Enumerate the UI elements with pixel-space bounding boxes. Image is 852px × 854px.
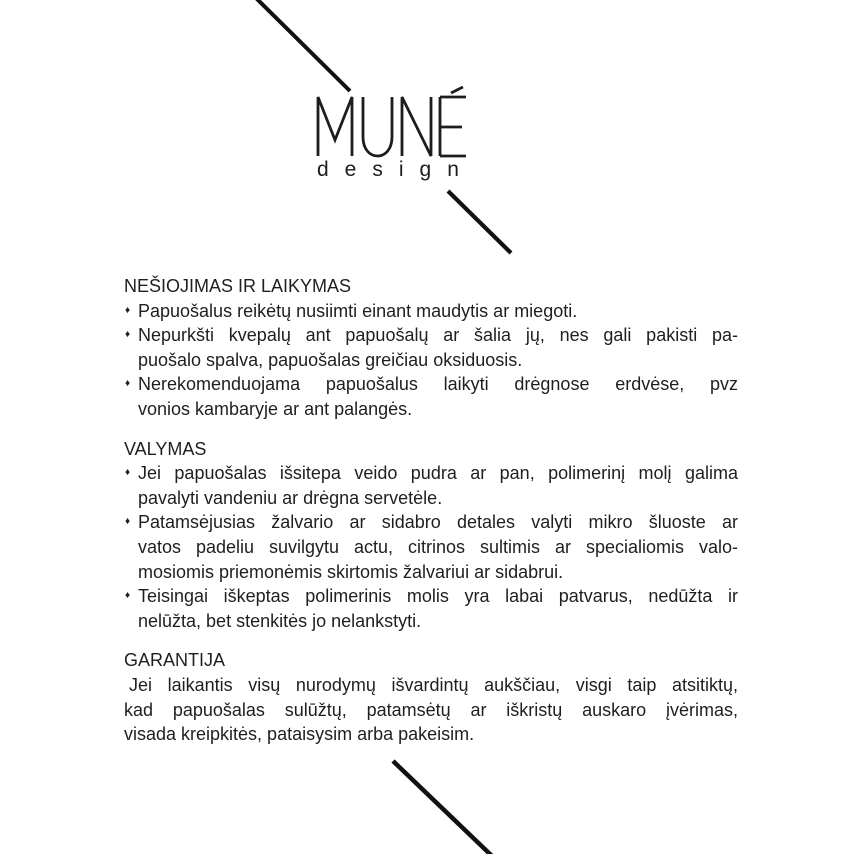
- diagonal-line-bottom: [393, 761, 492, 854]
- bullet-diamond-icon: ♦: [125, 378, 131, 390]
- text-line: visada kreipkitės, pataisysim arba pakeisim.: [124, 724, 475, 745]
- bullet-diamond-icon: ♦: [125, 467, 131, 479]
- text-line: vonios kambaryje ar ant palangės.: [138, 398, 413, 419]
- care-section: [124, 648, 738, 746]
- section-heading: VALYMAS: [124, 438, 207, 459]
- diagonal-line-top: [256, 0, 350, 91]
- text-line: Jei papuošalas išsitepa veido pudra ar pan, polimerinį molį galima: [138, 463, 738, 484]
- bullet-diamond-icon: ♦: [125, 329, 131, 341]
- text-line: Nepurkšti kvepalų ant papuošalų ar šalia jų, nes gali pakisti pa-: [138, 325, 738, 346]
- brand-subtitle: design: [317, 158, 475, 181]
- diagonal-line-middle: [448, 191, 511, 253]
- text-line: mosiomis priemonėmis skirtomis žalvariui ar sidabrui.: [138, 561, 564, 582]
- brand-wordmark-mune: [316, 86, 470, 158]
- text-line: vatos padeliu suvilgytu actu, citrinos sultimis ar specialiomis valo-: [138, 536, 738, 557]
- section-heading: NEŠIOJIMAS IR LAIKYMAS: [124, 276, 352, 296]
- text-line: Nerekomenduojama papuošalus laikyti drėgnose erdvėse, pvz: [138, 374, 738, 395]
- bullet-item: [124, 299, 738, 324]
- bullet-item: [124, 323, 738, 372]
- text-line: nelūžta, bet stenkitės jo nelankstyti.: [138, 610, 422, 631]
- care-section: [124, 437, 738, 634]
- bullet-item: [124, 372, 738, 421]
- bullet-diamond-icon: ♦: [125, 590, 131, 602]
- text-line: Teisingai iškeptas polimerinis molis yra labai patvarus, nedūžta ir: [138, 586, 738, 607]
- text-line: kad papuošalas sulūžtų, patamsėtų ar iškristų auskaro įvėrimas,: [124, 699, 738, 720]
- text-line: Papuošalus reikėtų nusiimti einant maudytis ar miegoti.: [138, 300, 578, 321]
- text-line: pavalyti vandeniu ar drėgna servetėle.: [138, 487, 443, 508]
- bullet-item: [124, 510, 738, 584]
- care-section: [124, 274, 738, 422]
- text-line: Patamsėjusias žalvario ar sidabro detales valyti mikro šluoste ar: [138, 512, 738, 533]
- section-heading: GARANTIJA: [124, 650, 226, 671]
- care-instructions: [124, 274, 738, 747]
- bullet-diamond-icon: ♦: [125, 516, 131, 528]
- bullet-item: [124, 584, 738, 633]
- paragraph: [124, 673, 738, 747]
- bullet-diamond-icon: ♦: [125, 304, 131, 316]
- text-line: puošalo spalva, papuošalas greičiau oksiduosis.: [138, 349, 523, 370]
- text-line: Jei laikantis visų nurodymų išvardintų aukščiau, visgi taip atsitiktų,: [129, 674, 738, 695]
- bullet-item: [124, 461, 738, 510]
